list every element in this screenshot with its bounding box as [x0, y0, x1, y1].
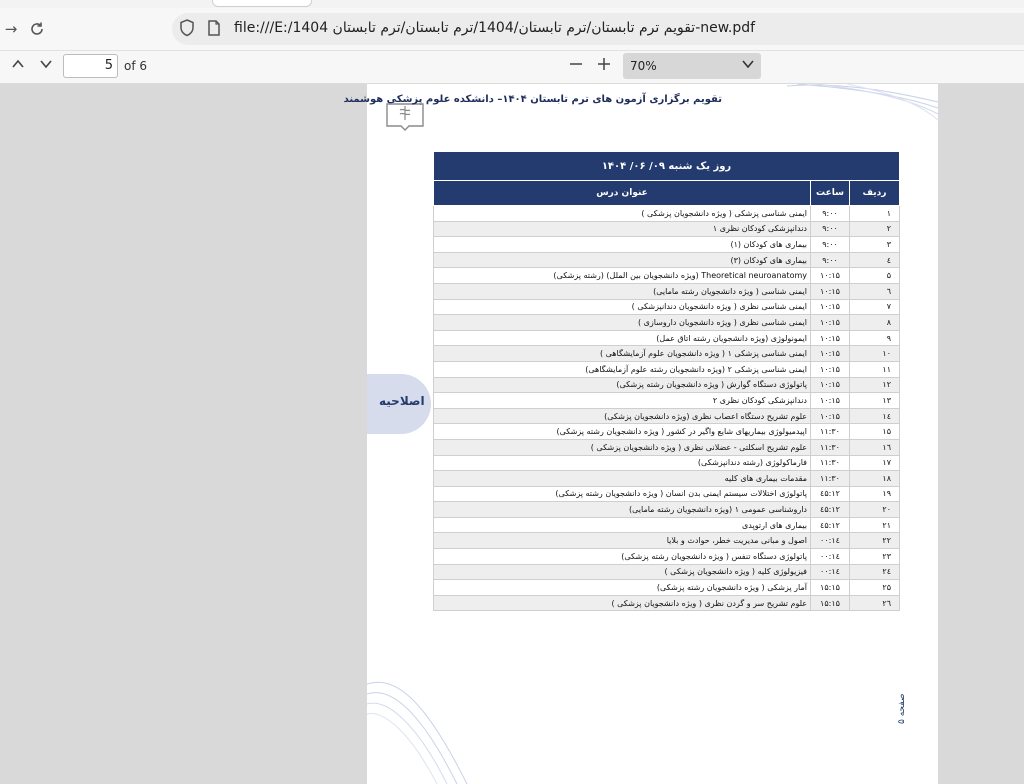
document-header: تقویم برگزاری آزمون های ترم تابستان ۱۴۰۴– دانشکده علوم پزشکی هوشمند	[343, 94, 722, 105]
course-title: فارماکولوژی (رشته دندانپزشکی)	[434, 455, 811, 471]
row-number: ۱۰	[850, 346, 900, 362]
course-title: اپیدمیولوژی بیماریهای شایع واگیر در کشور ( ویژه دانشجویان رشته پزشکی)	[434, 424, 811, 440]
table-row	[434, 315, 900, 331]
course-title: پاتولوژی دستگاه تنفس ( ویژه دانشجویان رشته پزشکی)	[434, 549, 811, 565]
document-viewer[interactable]	[0, 84, 1024, 768]
exam-time: ۱۰:۱۵	[811, 346, 850, 362]
exam-time: ۱۱:۳۰	[811, 455, 850, 471]
table-row	[434, 533, 900, 549]
table-row	[434, 486, 900, 502]
row-number: ۲۰	[850, 502, 900, 518]
exam-time: ۱٤:۰۰	[811, 564, 850, 580]
row-number: ۱۹	[850, 486, 900, 502]
course-title: مقدمات بیماری های کلیه	[434, 471, 811, 487]
exam-time: ۱۵:۱۵	[811, 595, 850, 611]
exam-time: ۱۰:۱۵	[811, 315, 850, 331]
table-row	[434, 299, 900, 315]
table-row	[434, 595, 900, 611]
tab-strip	[0, 0, 1024, 8]
course-title: ایمونولوژی (ویژه دانشجویان رشته اتاق عمل)	[434, 330, 811, 346]
course-title: علوم تشریح سر و گردن نظری ( ویژه دانشجویان پزشکی )	[434, 595, 811, 611]
row-number: ۵	[850, 268, 900, 284]
exam-time: ۹:۰۰	[811, 206, 850, 222]
zoom-out-button[interactable]	[565, 56, 587, 78]
row-number: ۲۱	[850, 517, 900, 533]
exam-time: ۹:۰۰	[811, 221, 850, 237]
exam-time: ۱۲:٤۵	[811, 486, 850, 502]
table-row	[434, 549, 900, 565]
exam-time: ۱٤:۰۰	[811, 549, 850, 565]
table-row	[434, 283, 900, 299]
course-title: ایمنی شناسی نظری ( ویژه دانشجویان داروسازی )	[434, 315, 811, 331]
course-title: دندانپزشکی کودکان نظری ۲	[434, 393, 811, 409]
course-title: ایمنی شناسی پزشکی ۲ (ویژه دانشجویان رشته علوم آزمایشگاهی)	[434, 361, 811, 377]
day-title: روز یک شنبه ۰۹/ ۰۶/ ۱۴۰۴	[434, 152, 900, 181]
row-number: ۱۱	[850, 361, 900, 377]
table-row	[434, 408, 900, 424]
course-title: پاتولوژی اختلالات سیستم ایمنی بدن انسان ( ویژه دانشجویان رشته پزشکی)	[434, 486, 811, 502]
exam-time: ۹:۰۰	[811, 237, 850, 253]
exam-time: ۱۰:۱۵	[811, 299, 850, 315]
row-number: ۲۲	[850, 533, 900, 549]
exam-time: ۹:۰۰	[811, 252, 850, 268]
row-number: ۲٤	[850, 564, 900, 580]
row-number: ۱	[850, 206, 900, 222]
next-page-button[interactable]	[35, 56, 57, 78]
row-number: ۱٦	[850, 439, 900, 455]
exam-time: ۱۱:۳۰	[811, 439, 850, 455]
course-title: بیماری های ارتوپدی	[434, 517, 811, 533]
exam-time: ۱۱:۳۰	[811, 424, 850, 440]
row-number: ۲۵	[850, 580, 900, 596]
course-title: بیماری های کودکان (۳)	[434, 252, 811, 268]
file-icon	[206, 18, 228, 40]
chevron-down-icon	[741, 57, 755, 71]
exam-time: ۱۰:۱۵	[811, 268, 850, 284]
row-number: ۳	[850, 237, 900, 253]
exam-time: ۱۲:٤۵	[811, 517, 850, 533]
table-row	[434, 424, 900, 440]
row-number: ۲	[850, 221, 900, 237]
course-title: داروشناسی عمومی ۱ (ویژه دانشجویان رشته مامایی)	[434, 502, 811, 518]
exam-time: ۱۰:۱۵	[811, 377, 850, 393]
previous-page-button[interactable]	[7, 56, 29, 78]
course-title: ایمنی شناسی پزشکی ۱ ( ویژه دانشجویان علوم آزمایشگاهی )	[434, 346, 811, 362]
address-bar[interactable]	[172, 13, 1024, 45]
course-title: آمار پزشکی ( ویژه دانشجویان رشته پزشکی)	[434, 580, 811, 596]
exam-time: ۱۰:۱۵	[811, 408, 850, 424]
course-title: علوم تشریح اسکلتی - عضلانی نظری ( ویژه دانشجویان پزشکی )	[434, 439, 811, 455]
pdf-toolbar	[0, 51, 1024, 84]
course-title: Theoretical neuroanatomy (ویژه دانشجویان بین الملل) (رشته پزشکی)	[434, 268, 811, 284]
row-number: ۲۳	[850, 549, 900, 565]
row-number: ۱۵	[850, 424, 900, 440]
active-tab[interactable]	[212, 0, 312, 7]
course-title: ایمنی شناسی پزشکی ( ویژه دانشجویان پزشکی )	[434, 206, 811, 222]
table-row	[434, 517, 900, 533]
table-row	[434, 268, 900, 284]
exam-time: ۱۵:۱۵	[811, 580, 850, 596]
table-row	[434, 502, 900, 518]
table-row	[434, 252, 900, 268]
course-title: فیزیولوژی کلیه ( ویژه دانشجویان پزشکی )	[434, 564, 811, 580]
exam-time: ۱٤:۰۰	[811, 533, 850, 549]
page-label: صفحه ۵	[897, 693, 907, 724]
row-number: ٤	[850, 252, 900, 268]
exam-time: ۱۰:۱۵	[811, 393, 850, 409]
course-title: اصول و مبانی مدیریت خطر، حوادث و بلایا	[434, 533, 811, 549]
table-row	[434, 377, 900, 393]
forward-icon[interactable]: →	[4, 20, 18, 38]
row-number: ۸	[850, 315, 900, 331]
course-title: ایمنی شناسی ( ویژه دانشجویان رشته مامایی)	[434, 283, 811, 299]
correction-tab-label: اصلاحیه	[379, 394, 425, 408]
table-row	[434, 580, 900, 596]
table-row	[434, 393, 900, 409]
title-column-header: عنوان درس	[434, 181, 811, 206]
exam-time: ۱۱:۳۰	[811, 471, 850, 487]
exam-schedule-table	[433, 151, 900, 611]
row-number: ۱٤	[850, 408, 900, 424]
row-number: ۱۸	[850, 471, 900, 487]
zoom-value: 70%	[630, 59, 657, 73]
reload-icon[interactable]	[26, 18, 48, 40]
table-row	[434, 206, 900, 222]
row-column-header: ردیف	[850, 181, 900, 206]
table-row	[434, 237, 900, 253]
course-title: پاتولوژی دستگاه گوارش ( ویژه دانشجویان رشته پزشکی)	[434, 377, 811, 393]
table-row	[434, 564, 900, 580]
page-number-input[interactable]: 5	[63, 54, 118, 78]
pdf-page	[343, 84, 938, 784]
zoom-in-button[interactable]	[593, 56, 615, 78]
correction-tab[interactable]	[367, 374, 431, 434]
row-number: ۷	[850, 299, 900, 315]
page-count: of 6	[124, 59, 148, 73]
row-number: ۱۷	[850, 455, 900, 471]
row-number: ۲٦	[850, 595, 900, 611]
table-row	[434, 221, 900, 237]
course-title: ایمنی شناسی نظری ( ویژه دانشجویان دندانپزشکی )	[434, 299, 811, 315]
course-title: علوم تشریح دستگاه اعصاب نظری (ویژه دانشجویان پزشکی)	[434, 408, 811, 424]
url-text[interactable]: file:///E:/1404 تقویم ترم تابستان/ترم تابستان/1404/ترم تابستان/ترم تابستان-new.pdf	[234, 20, 756, 36]
table-row	[434, 439, 900, 455]
corner-wave-decoration-bottom	[367, 674, 467, 784]
shield-icon[interactable]	[178, 18, 200, 40]
course-title: بیماری های کودکان (۱)	[434, 237, 811, 253]
schedule-body	[434, 206, 900, 611]
row-number: ۹	[850, 330, 900, 346]
exam-time: ۱۰:۱۵	[811, 361, 850, 377]
browser-toolbar	[0, 8, 1024, 51]
table-row	[434, 346, 900, 362]
zoom-select[interactable]	[623, 53, 761, 79]
exam-time: ۱۰:۱۵	[811, 283, 850, 299]
corner-wave-decoration	[787, 84, 938, 124]
row-number: ۱۲	[850, 377, 900, 393]
table-row	[434, 330, 900, 346]
course-title: دندانپزشکی کودکان نظری ۱	[434, 221, 811, 237]
exam-time: ۱۲:٤۵	[811, 502, 850, 518]
table-row	[434, 471, 900, 487]
table-row	[434, 361, 900, 377]
row-number: ۱۳	[850, 393, 900, 409]
time-column-header: ساعت	[811, 181, 850, 206]
row-number: ٦	[850, 283, 900, 299]
table-row	[434, 455, 900, 471]
exam-time: ۱۰:۱۵	[811, 330, 850, 346]
